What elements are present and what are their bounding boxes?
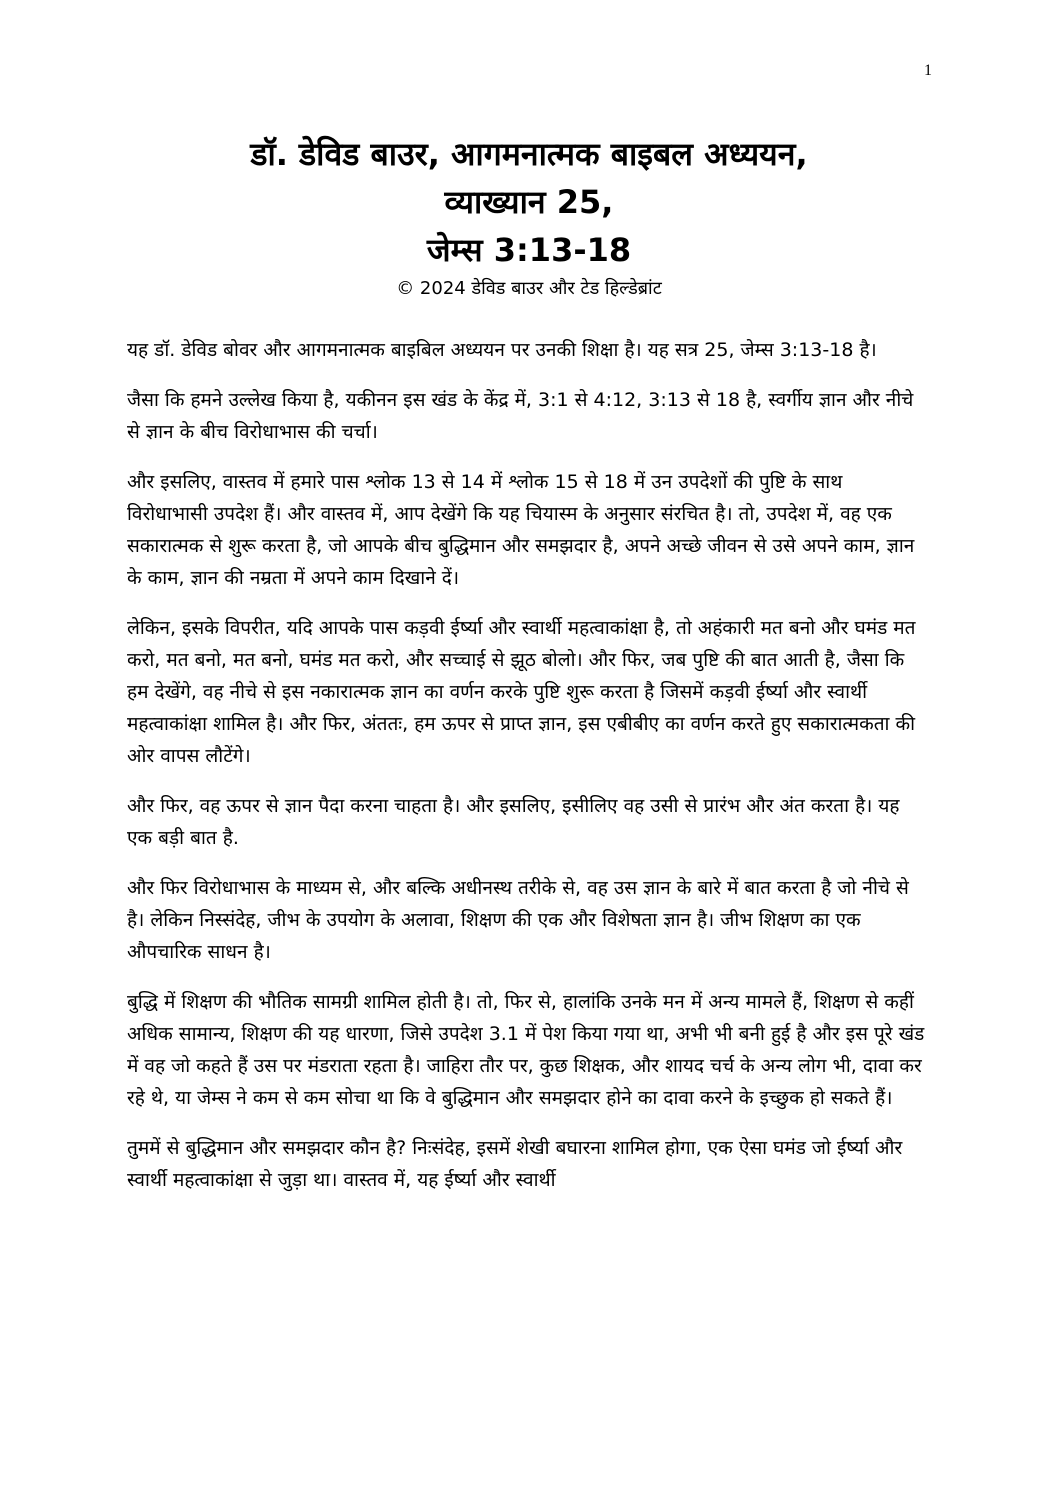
title-line-1: डॉ. डेविड बाउर, आगमनात्मक बाइबल अध्ययन, <box>250 135 808 173</box>
paragraph: तुममें से बुद्धिमान और समझदार कौन है? निःसंदेह, इसमें शेखी बघारना शामिल होगा, एक ऐसा घमंड जो ईर्ष्या और स्वार्थी महत्वाकांक्षा से जुड़ा था। वास्तव में, यह ईर्ष्या और स्वार्थी <box>127 1137 903 1191</box>
paragraph: और इसलिए, वास्तव में हमारे पास श्लोक 13 से 14 में श्लोक 15 से 18 में उन उपदेशों की पुष्टि के साथ विरोधाभासी उपदेश हैं। और वास्तव में, आप देखेंगे कि यह चियास्म के अनुसार संरचित है। तो, उपदेश में, वह एक सकारात्मक से शुरू करता है, जो आपके बीच बुद्धिमान और समझदार है, अपने अच्छे जीवन से उसे अपने काम, ज्ञान के काम, ज्ञान की नम्रता में अपने काम दिखाने दें। <box>127 471 915 589</box>
copyright-line: © 2024 डेविड बाउर और टेड हिल्डेब्रांट <box>396 278 662 299</box>
paragraph: यह डॉ. डेविड बोवर और आगमनात्मक बाइबिल अध्ययन पर उनकी शिक्षा है। यह सत्र 25, जेम्स 3:13-18 है। <box>127 339 877 361</box>
title-line-3: जेम्स 3:13-18 <box>426 231 632 269</box>
paragraph: जैसा कि हमने उल्लेख किया है, यकीनन इस खंड के केंद्र में, 3:1 से 4:12, 3:13 से 18 है, स्वर्गीय ज्ञान और नीचे से ज्ञान के बीच विरोधाभास की चर्चा। <box>127 389 914 443</box>
paragraph: और फिर, वह ऊपर से ज्ञान पैदा करना चाहता है। और इसलिए, इसीलिए वह उसी से प्रारंभ और अंत करता है। यह एक बड़ी बात है. <box>127 795 900 849</box>
title-block <box>127 130 931 302</box>
paragraph: बुद्धि में शिक्षण की भौतिक सामग्री शामिल होती है। तो, फिर से, हालांकि उनके मन में अन्य मामले हैं, शिक्षण से कहीं अधिक सामान्य, शिक्षण की यह धारणा, जिसे उपदेश 3.1 में पेश किया गया था, अभी भी बनी हुई है और इस पूरे खंड में वह जो कहते हैं उस पर मंडराता रहता है। जाहिरा तौर पर, कुछ शिक्षक, और शायद चर्च के अन्य लोग भी, दावा कर रहे थे, या जेम्स ने कम से कम सोचा था कि वे बुद्धिमान और समझदार होने का दावा करने के इच्छुक हो सकते हैं। <box>127 991 925 1109</box>
page-number: 1 <box>924 62 932 79</box>
paragraph: और फिर विरोधाभास के माध्यम से, और बल्कि अधीनस्थ तरीके से, वह उस ज्ञान के बारे में बात करता है जो नीचे से है। लेकिन निस्संदेह, जीभ के उपयोग के अलावा, शिक्षण की एक और विशेषता ज्ञान है। जीभ शिक्षण का एक औपचारिक साधन है। <box>127 877 909 963</box>
title-line-2: व्याख्यान 25, <box>444 183 614 221</box>
paragraph: लेकिन, इसके विपरीत, यदि आपके पास कड़वी ईर्ष्या और स्वार्थी महत्वाकांक्षा है, तो अहंकारी मत बनो और घमंड मत करो, मत बनो, मत बनो, घमंड मत करो, और सच्चाई से झूठ बोलो। और फिर, जब पुष्टि की बात आती है, जैसा कि हम देखेंगे, वह नीचे से इस नकारात्मक ज्ञान का वर्णन करके पुष्टि शुरू करता है जिसमें कड़वी ईर्ष्या और स्वार्थी महत्वाकांक्षा शामिल है। और फिर, अंततः, हम ऊपर से प्राप्त ज्ञान, इस एबीबीए का वर्णन करते हुए सकारात्मकता की ओर वापस लौटेंगे। <box>127 617 916 767</box>
body-text <box>127 334 927 1214</box>
